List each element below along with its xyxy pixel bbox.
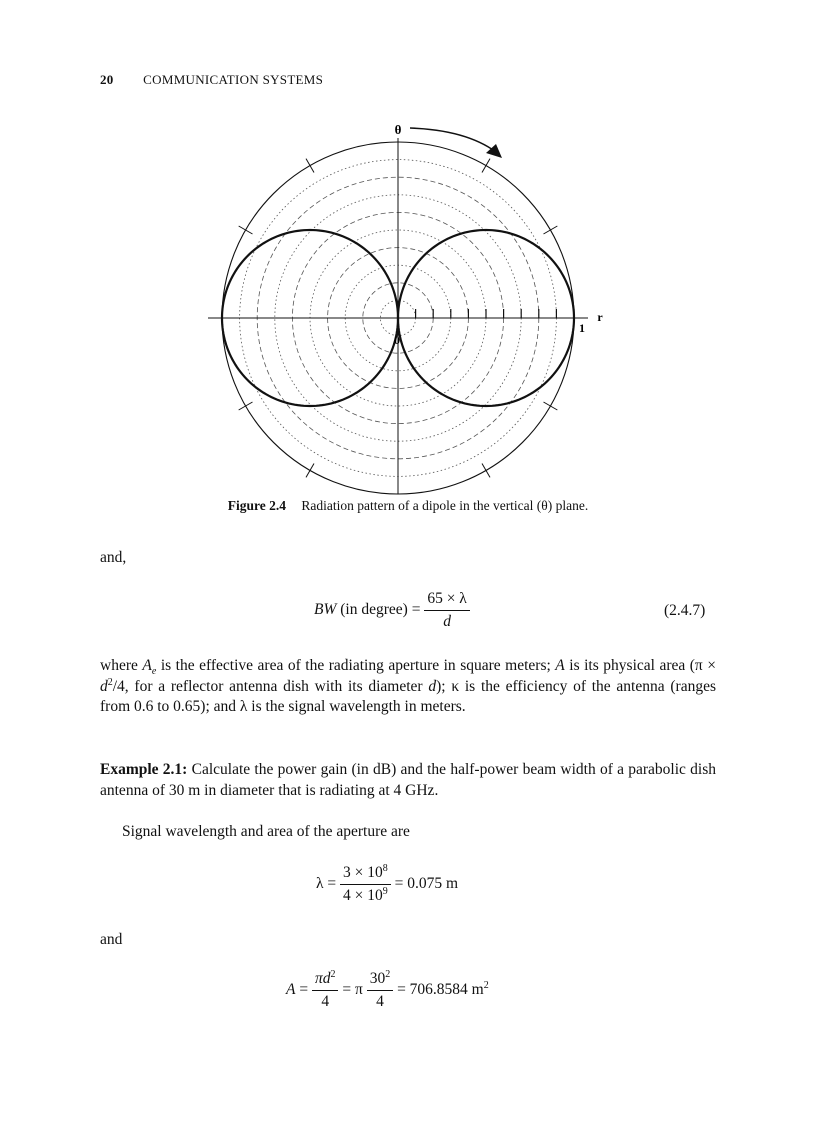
area-f1-denominator: 4	[321, 993, 330, 1010]
angle-tick	[306, 463, 314, 477]
where-paragraph	[100, 656, 716, 718]
area-rhs-value: = 706.8584 m	[397, 981, 484, 999]
lambda-denominator	[340, 885, 391, 905]
where-text-4: /4, for a reflector antenna dish with its diameter	[112, 677, 429, 695]
area-rhs	[397, 981, 489, 998]
lambda-num-base: 3 × 10	[343, 864, 383, 881]
where-text-5: ); κ is the efficiency of the antenna (ranges from 0.6 to 0.65); and λ is the signal wavelength in meters.	[100, 677, 716, 715]
bw-fraction	[424, 590, 470, 631]
area-eq1: =	[299, 981, 309, 999]
and-line-2: and	[100, 931, 123, 948]
page-number: 20	[100, 72, 114, 87]
angle-tick	[482, 463, 490, 477]
figure-radiation-pattern	[196, 118, 620, 501]
area-pi: π	[314, 970, 323, 987]
example-label: Example 2.1:	[100, 761, 188, 778]
area-eq2: = π	[342, 981, 363, 999]
area-f2-numerator	[367, 970, 394, 991]
signal-line: Signal wavelength and area of the aperture are	[122, 823, 410, 840]
lambda-fraction	[340, 864, 391, 905]
equation-number: (2.4.7)	[664, 602, 706, 619]
theta-label: θ	[394, 122, 402, 137]
where-text-2: is the effective area of the radiating aperture in square meters;	[156, 657, 556, 674]
running-title: COMMUNICATION SYSTEMS	[143, 72, 324, 87]
equation-area	[286, 970, 489, 1011]
polar-plot	[196, 118, 620, 496]
bw-denominator: d	[443, 613, 451, 630]
equation-wavelength	[316, 864, 458, 905]
area-rhs-exp: 2	[483, 979, 489, 991]
ae-symbol: A	[142, 657, 152, 674]
d-symbol: d	[100, 677, 108, 695]
angle-tick	[482, 159, 490, 173]
example-paragraph	[100, 760, 716, 801]
angle-tick	[306, 159, 314, 173]
area-lhs: A	[286, 981, 296, 999]
lambda-den-base: 4 × 10	[343, 887, 383, 904]
where-text-3: is its physical area (π ×	[564, 657, 717, 674]
area-f1-numerator	[312, 970, 339, 991]
lambda-num-exp: 8	[382, 862, 388, 874]
lambda-lhs: λ =	[316, 875, 337, 893]
running-header	[100, 72, 323, 88]
example-text: Calculate the power gain (in dB) and the half-power beam width of a parabolic dish antenna of 30 m in diameter that is radiating at 4 GHz.	[100, 761, 717, 799]
area-fraction-2	[367, 970, 394, 1011]
ae-subscript: e	[151, 666, 157, 678]
area-f2-base: 30	[369, 970, 386, 987]
angle-tick	[543, 402, 557, 410]
origin-label: 0	[394, 333, 400, 347]
lambda-numerator	[340, 864, 391, 885]
a-symbol: A	[555, 657, 565, 674]
figure-label: Figure 2.4	[227, 498, 286, 513]
bw-symbol: BW	[314, 601, 337, 619]
d-square: 2	[107, 676, 113, 688]
caption-text: Radiation pattern of a dipole in the vertical (θ) plane.	[301, 498, 589, 513]
and-line-1: and,	[100, 549, 127, 566]
angle-tick	[239, 226, 253, 234]
d-symbol-2: d	[428, 677, 437, 695]
lambda-rhs: = 0.075 m	[394, 875, 459, 893]
equation-beamwidth	[314, 590, 470, 631]
area-f2-exp: 2	[385, 968, 391, 980]
area-f2-denominator: 4	[376, 993, 384, 1010]
r-axis-label: r	[597, 310, 603, 324]
area-d: d	[322, 970, 331, 987]
r-max-label: 1	[579, 321, 585, 335]
angle-tick	[543, 226, 557, 234]
figure-caption	[0, 498, 816, 514]
area-fraction-1	[312, 970, 339, 1011]
area-d-exp: 2	[330, 968, 336, 980]
arrow-head	[486, 144, 502, 158]
angle-tick	[239, 402, 253, 410]
where-text-1: where	[100, 657, 143, 674]
bw-unit: (in degree) =	[340, 601, 421, 619]
lambda-den-exp: 9	[382, 885, 388, 897]
bw-numerator: 65 × λ	[424, 590, 470, 611]
rotation-arrow	[410, 128, 496, 152]
